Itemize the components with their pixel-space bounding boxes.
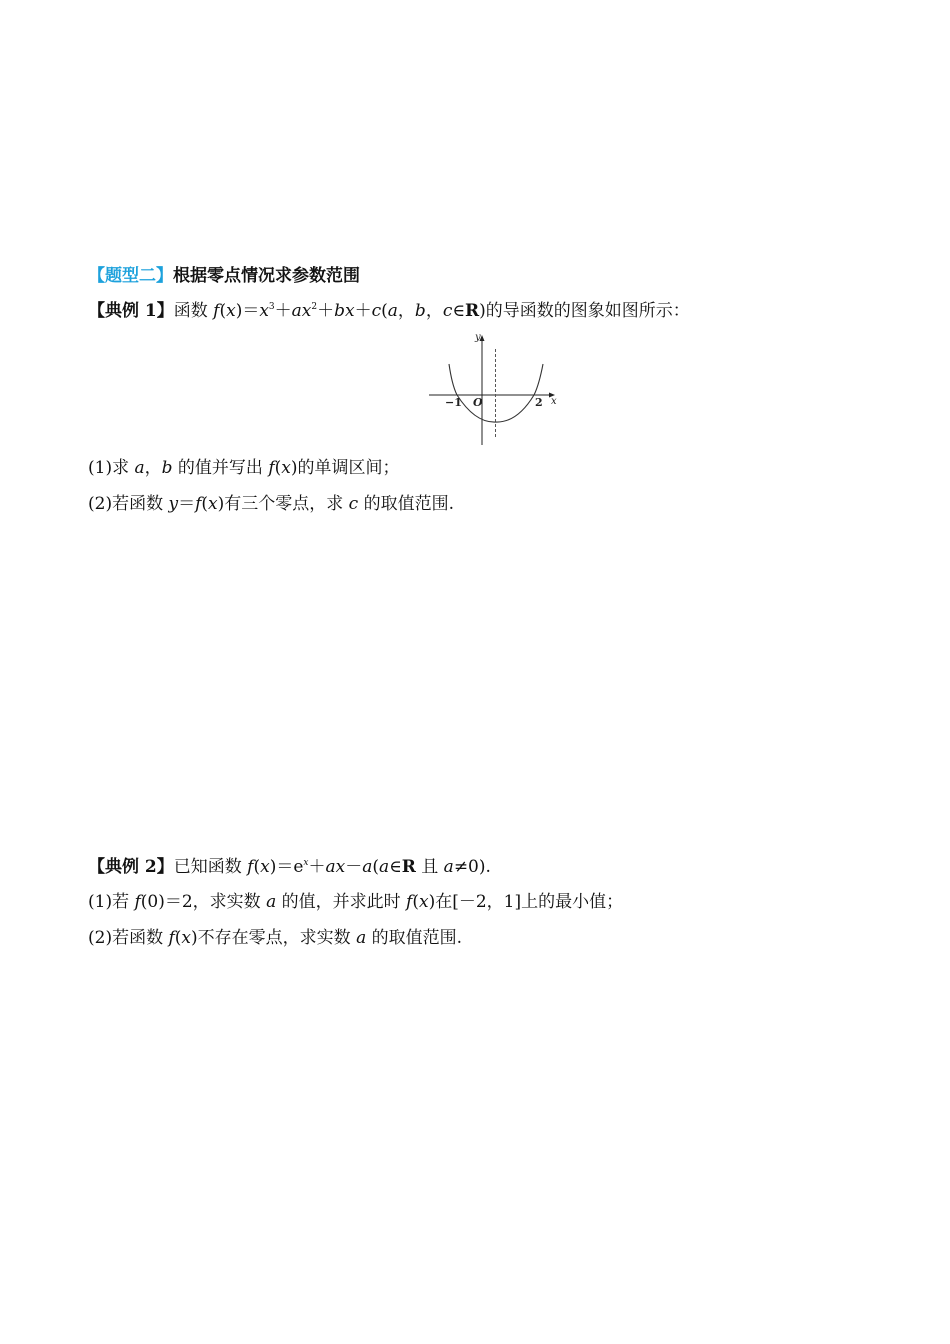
text: )的导函数的图象如图所示：	[479, 301, 690, 321]
var: x	[281, 458, 291, 478]
var: a	[378, 857, 390, 877]
var: x	[301, 301, 312, 321]
text: ，	[397, 301, 415, 321]
text: (2)若函数	[88, 928, 169, 948]
var: f	[195, 494, 202, 514]
parabola-curve	[449, 364, 543, 422]
var: a	[134, 458, 145, 478]
text: ≠0).	[453, 857, 491, 877]
text: ＋	[317, 301, 335, 321]
text: 且	[415, 857, 444, 877]
var: a	[443, 857, 454, 877]
text: )的单调区间；	[290, 458, 400, 478]
var: b	[161, 458, 173, 478]
section-tag-text: 题型二	[105, 266, 156, 286]
text: )不存在零点，求实数	[191, 928, 357, 948]
var: a	[266, 892, 277, 912]
var: f	[168, 928, 175, 948]
var: x	[345, 301, 355, 321]
bracket-close: 】	[156, 266, 173, 286]
text: 的值并写出	[172, 458, 269, 478]
var: b	[414, 301, 426, 321]
text: 的取值范围.	[358, 494, 455, 514]
var: f	[134, 892, 141, 912]
text: ＋	[354, 301, 372, 321]
section-title: 根据零点情况求参数范围	[173, 266, 360, 286]
var: c	[348, 494, 359, 514]
text: ＋	[308, 857, 326, 877]
var: x	[335, 857, 346, 877]
exponent: 3	[268, 302, 275, 312]
text: 已知函数	[173, 857, 248, 877]
text: (1)若	[88, 892, 135, 912]
text: ＋	[274, 301, 292, 321]
example2-question2: (2)若函数 f(x)不存在零点，求实数 a 的取值范围.	[88, 928, 463, 948]
exponent: x	[303, 858, 309, 868]
var: a	[291, 301, 302, 321]
text: (	[372, 857, 379, 877]
var: f	[213, 301, 220, 321]
example1-label: 【典例 1】	[88, 301, 174, 321]
y-axis-label: y	[475, 332, 481, 343]
example1-question1: (1)求 a，b 的值并写出 f(x)的单调区间；	[88, 458, 400, 478]
var: x	[418, 892, 429, 912]
var: c	[371, 301, 382, 321]
text: (2)若函数	[88, 494, 169, 514]
var: a	[325, 857, 336, 877]
text: )＝	[235, 301, 260, 321]
example1-question2: (2)若函数 y＝f(x)有三个零点，求 c 的取值范围.	[88, 494, 455, 514]
text: )在[－2，1]上的最小值；	[428, 892, 624, 912]
section-tag	[88, 266, 173, 286]
bracket-open: 【	[88, 266, 105, 286]
text: (	[381, 301, 388, 321]
var: x	[260, 857, 270, 877]
example1-statement: 【典例 1】函数 $f(x)=x^3+ax^2+bx+c(a$，b，c∈R)的导函数的图象如图所示：	[88, 301, 690, 321]
var: x	[208, 494, 218, 514]
section-heading	[88, 265, 360, 287]
example2-label: 【典例 2】	[88, 857, 174, 877]
exponent: 2	[311, 302, 318, 312]
var: a	[356, 928, 367, 948]
var: a	[362, 857, 373, 877]
text: ∈	[452, 301, 465, 321]
derivative-graph	[425, 327, 560, 449]
var: f	[406, 892, 413, 912]
var: c	[442, 301, 453, 321]
var: b	[334, 301, 346, 321]
example2-question1: (1)若 f(0)＝2，求实数 a 的值，并求此时 f(x)在[－2，1]上的最小值；	[88, 892, 624, 912]
text: ∈	[389, 857, 402, 877]
var: y	[168, 494, 179, 514]
text: )有三个零点，求	[217, 494, 349, 514]
var: f	[268, 458, 275, 478]
text: 的值，并求此时	[276, 892, 407, 912]
text: ，	[144, 458, 162, 478]
text: 函数	[173, 301, 214, 321]
var: a	[387, 301, 398, 321]
right-root-label: 2	[535, 396, 543, 409]
text: (0)＝2，求实数	[140, 892, 267, 912]
example2-statement: 【典例 2】已知函数 $f(x)=e^x+ax-a(a\in R$ 且 a≠0).	[88, 857, 491, 877]
text: ＝	[178, 494, 196, 514]
var: x	[259, 301, 269, 321]
set-symbol: R	[464, 301, 480, 321]
text: (1)求	[88, 458, 135, 478]
set-symbol: R	[401, 857, 416, 877]
text: )＝e	[269, 857, 304, 877]
var: f	[247, 857, 254, 877]
var: x	[181, 928, 192, 948]
left-root-label: −1	[445, 396, 462, 409]
text: ，	[425, 301, 443, 321]
text: 的取值范围.	[366, 928, 463, 948]
x-axis-label: x	[551, 396, 557, 407]
var: x	[226, 301, 236, 321]
origin-label: O	[473, 396, 483, 409]
text: －	[345, 857, 363, 877]
